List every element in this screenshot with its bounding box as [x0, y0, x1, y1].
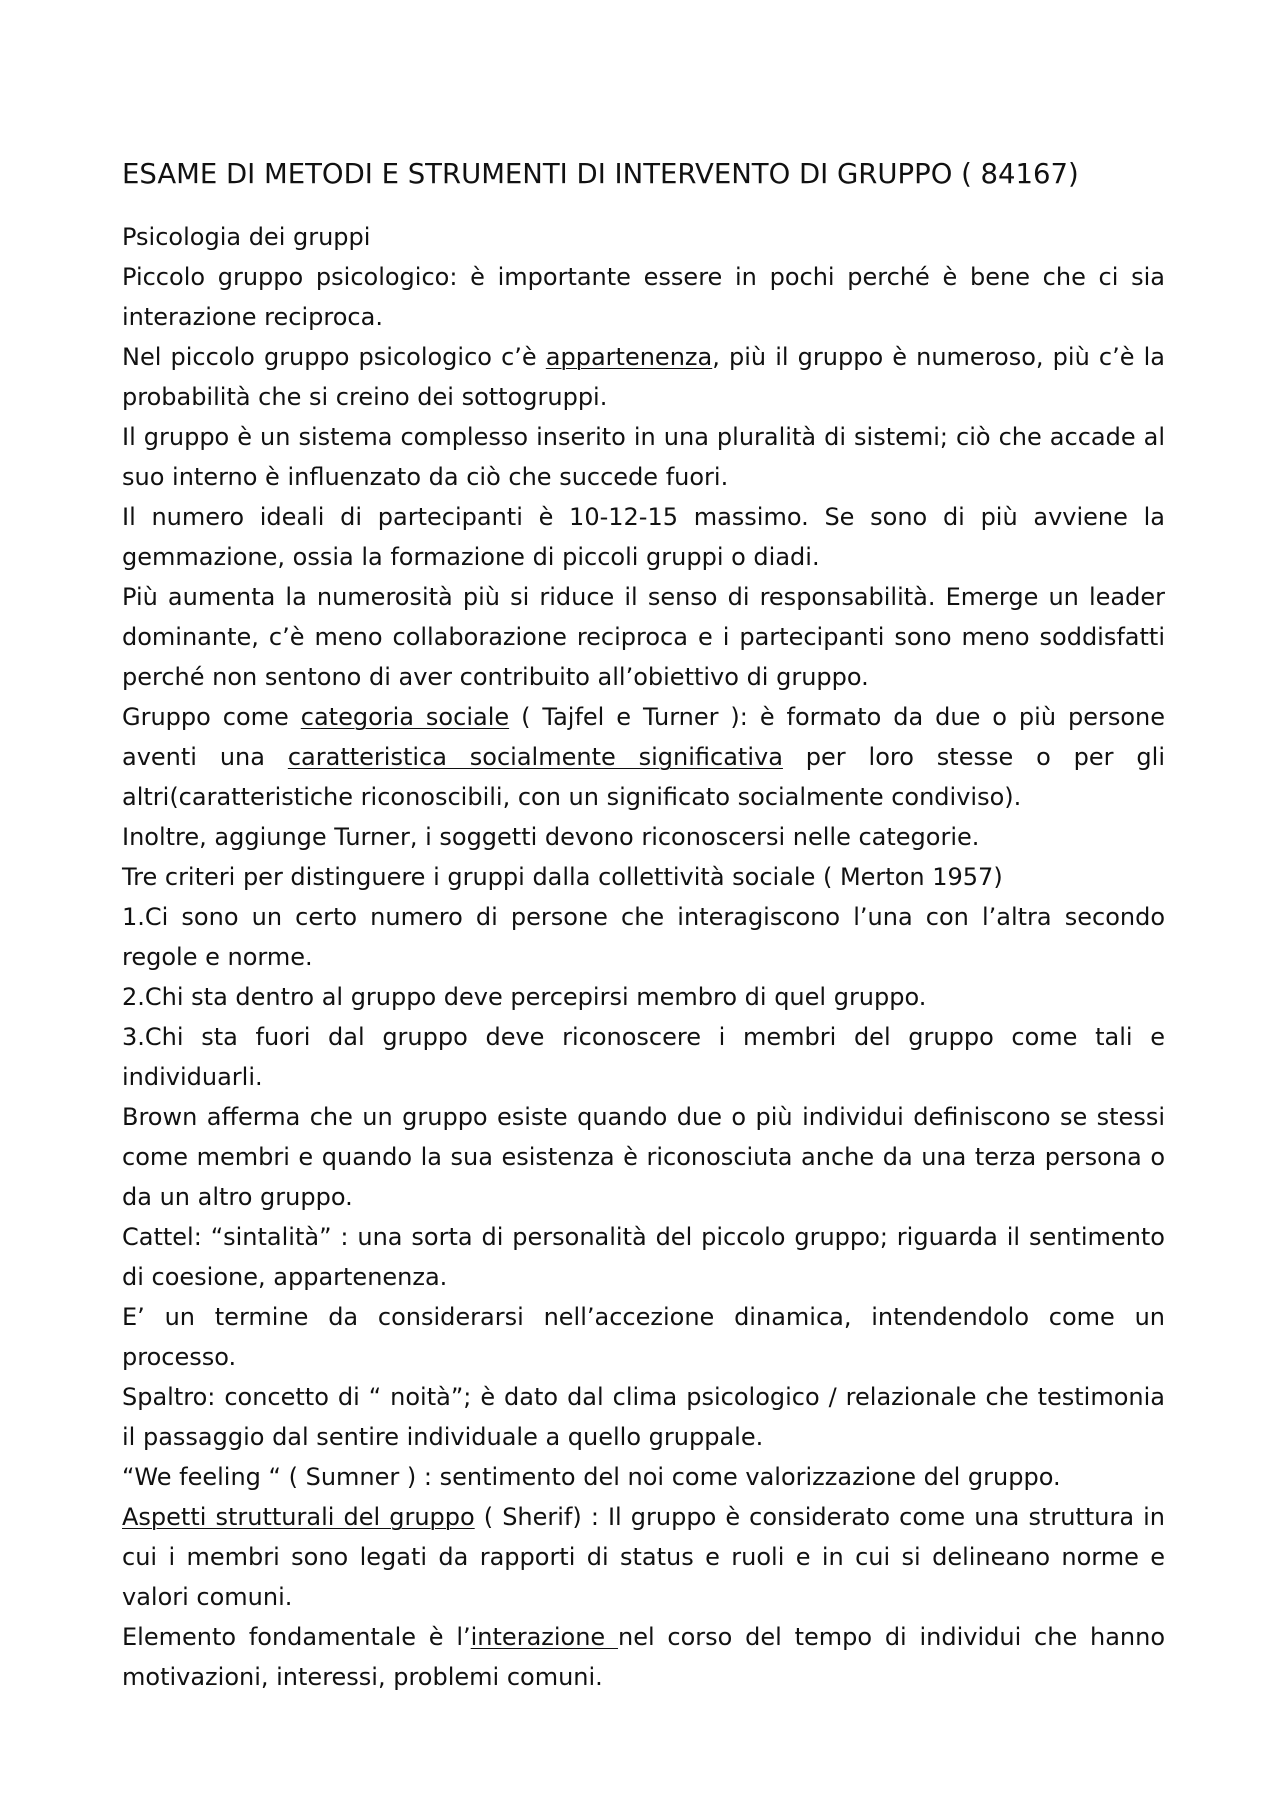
paragraph-interazione [122, 1617, 1165, 1697]
text-segment: ( Tajfel e Turner ): è formato da due o più persone aventi una [122, 703, 1166, 771]
paragraph-numerosita: Più aumenta la numerosità più si riduce il senso di responsabilità. Emerge un leader dominante, c’è meno collaborazione reciproca e i partecipanti sono meno soddisfatti perché non sentono di aver contribuito all’obiettivo di gruppo. [122, 583, 1165, 691]
text-segment: nel corso del tempo di individui che hanno motivazioni, interessi, problemi comuni. [122, 1623, 1166, 1691]
paragraph-spaltro: Spaltro: concetto di “ noità”; è dato dal clima psicologico / relazionale che testimonia il passaggio dal sentire individuale a quello gruppale. [122, 1383, 1165, 1451]
paragraph-numero-partecipanti: Il numero ideali di partecipanti è 10-12-15 massimo. Se sono di più avviene la gemmazione, ossia la formazione di piccoli gruppi o diadi. [122, 503, 1165, 571]
list-item-criterio-2: 2.Chi sta dentro al gruppo deve percepirsi membro di quel gruppo. [122, 983, 927, 1011]
paragraph-cattel: Cattel: “sintalità” : una sorta di personalità del piccolo gruppo; riguarda il sentimento di coesione, appartenenza. [122, 1223, 1165, 1291]
paragraph-categoria-sociale [122, 697, 1165, 817]
underlined-term-aspetti-strutturali: Aspetti strutturali del gruppo [122, 1503, 475, 1531]
text-segment: Elemento fondamentale è l’ [122, 1623, 471, 1651]
text-segment: per loro stesse o per gli altri(caratteristiche riconoscibili, con un significato socialmente condiviso). [122, 743, 1165, 811]
text-segment: , più il gruppo è numeroso, più c’è la probabilità che si creino dei sottogruppi. [122, 343, 1165, 411]
paragraph-tre-criteri: Tre criteri per distinguere i gruppi dalla collettività sociale ( Merton 1957) [122, 863, 1003, 891]
paragraph-sistema-complesso: Il gruppo è un sistema complesso inserito in una pluralità di sistemi; ciò che accade al suo interno è influenzato da ciò che succede fuori. [122, 423, 1165, 491]
document-title: ESAME DI METODI E STRUMENTI DI INTERVENTO DI GRUPPO ( 84167) [122, 158, 1079, 190]
paragraph-accezione-dinamica: E’ un termine da considerarsi nell’accezione dinamica, intendendolo come un processo. [122, 1303, 1165, 1371]
paragraph-psicologia-dei-gruppi: Psicologia dei gruppi [122, 223, 371, 251]
underlined-term-caratteristica: caratteristica socialmente significativa [287, 743, 783, 771]
text-segment: Gruppo come [122, 703, 301, 731]
text-segment: ( Sherif) : Il gruppo è considerato come una struttura in cui i membri sono legati da rapporti di status e ruoli e in cui si delineano norme e valori comuni. [122, 1503, 1165, 1611]
paragraph-we-feeling: “We feeling “ ( Sumner ) : sentimento del noi come valorizzazione del gruppo. [122, 1463, 1061, 1491]
underlined-term-appartenenza: appartenenza [545, 343, 713, 371]
paragraph-aspetti-strutturali [122, 1497, 1165, 1617]
paragraph-brown: Brown afferma che un gruppo esiste quando due o più individui definiscono se stessi come membri e quando la sua esistenza è riconosciuta anche da una terza persona o da un altro gruppo. [122, 1103, 1165, 1211]
text-segment: Nel piccolo gruppo psicologico c’è [122, 343, 546, 371]
document-page [122, 154, 1165, 1697]
underlined-term-interazione: interazione [470, 1623, 618, 1651]
list-item-criterio-1: 1.Ci sono un certo numero di persone che interagiscono l’una con l’altra secondo regole e norme. [122, 903, 1165, 971]
paragraph-appartenenza [122, 337, 1165, 417]
paragraph-piccolo-gruppo: Piccolo gruppo psicologico: è importante essere in pochi perché è bene che ci sia interazione reciproca. [122, 263, 1165, 331]
paragraph-turner: Inoltre, aggiunge Turner, i soggetti devono riconoscersi nelle categorie. [122, 823, 980, 851]
list-item-criterio-3: 3.Chi sta fuori dal gruppo deve riconoscere i membri del gruppo come tali e individuarli. [122, 1023, 1165, 1091]
underlined-term-categoria-sociale: categoria sociale [300, 703, 510, 731]
